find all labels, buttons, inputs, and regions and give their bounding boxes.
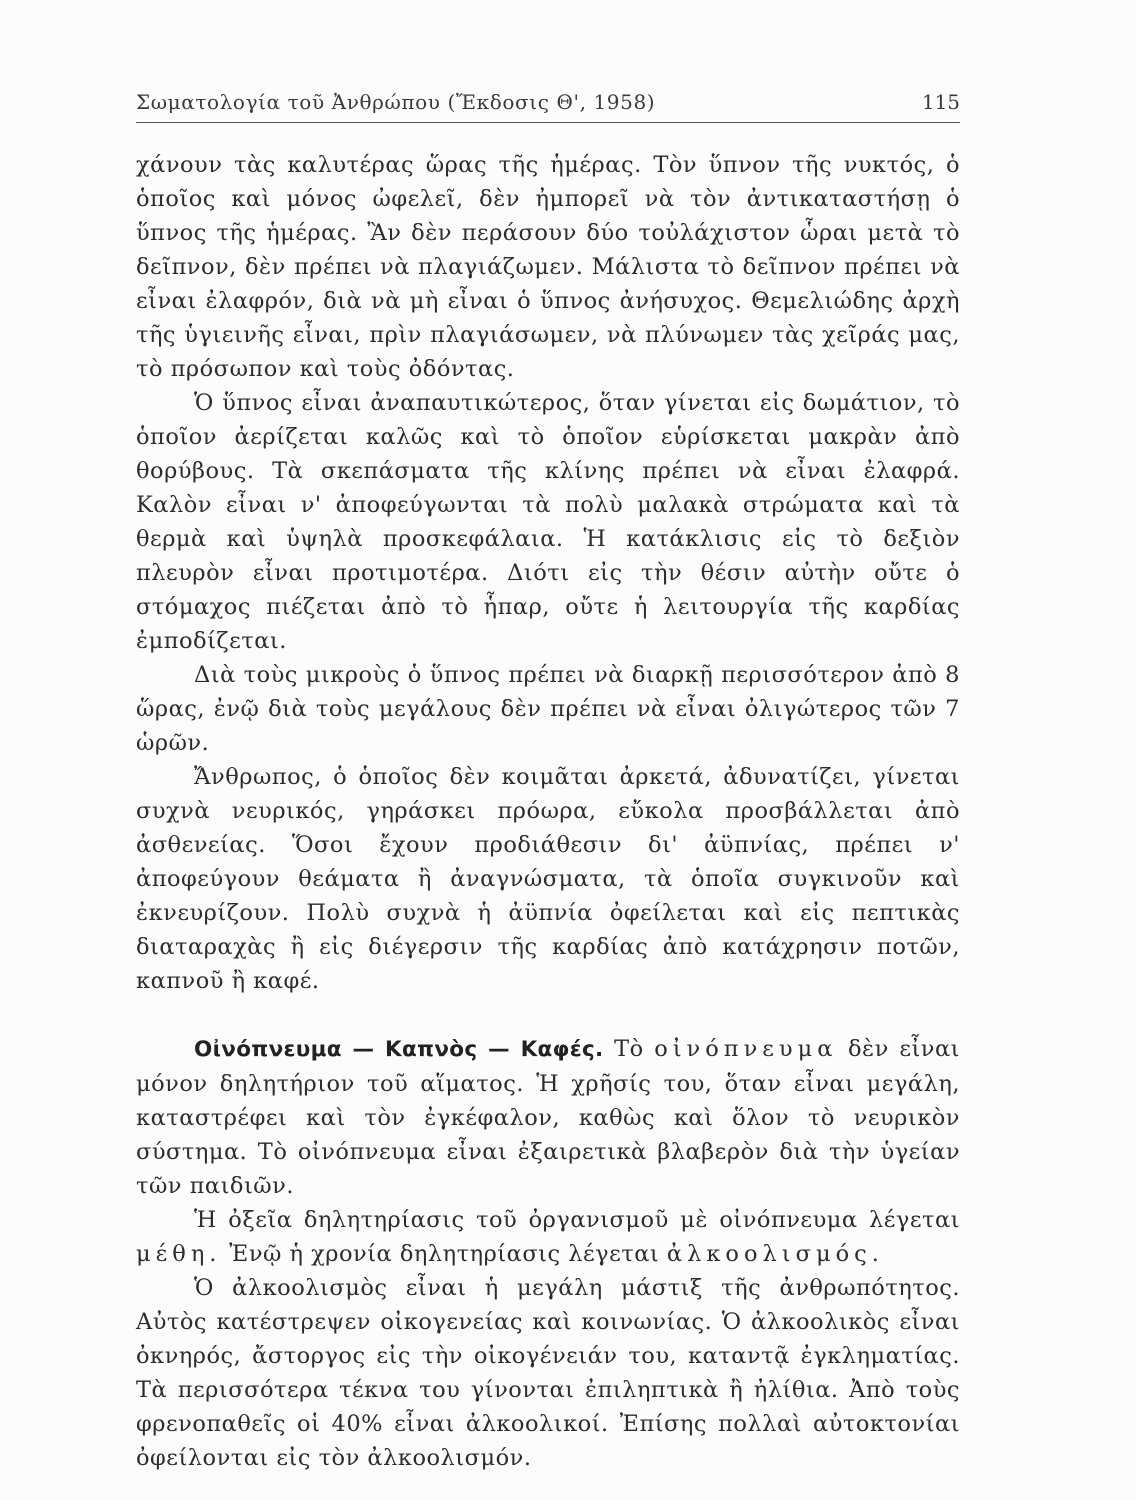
- body-text: [136, 148, 960, 1475]
- emphasized-term: ἀλκοολισμός.: [666, 1241, 884, 1267]
- section-intro-paragraph: [136, 1032, 960, 1203]
- paragraph: Ὁ ὕπνος εἶναι ἀναπαυτικώτερος, ὅταν γίνεται εἰς δωμάτιον, τὸ ὁποῖον ἀερίζεται καλῶς καὶ τὸ ὁποῖον εὑρίσκεται μακρὰν ἀπὸ θορύβους. Τὰ σκεπάσματα τῆς κλίνης πρέπει νὰ εἶναι ἐλαφρά. Καλὸν εἶναι ν' ἀποφεύγωνται τὰ πολὺ μαλακὰ στρώματα καὶ τὰ θερμὰ καὶ ὑψηλὰ προσκεφάλαια. Ἡ κατάκλισις εἰς τὸ δεξιὸν πλευρὸν εἶναι προτιμοτέρα. Διότι εἰς τὴν θέσιν αὐτὴν οὔτε ὁ στόμαχος πιέζεται ἀπὸ τὸ ἧπαρ, οὔτε ἡ λειτουργία τῆς καρδίας ἐμποδίζεται.: [136, 390, 960, 654]
- section-heading: Οἰνόπνευμα — Καπνὸς — Καφές.: [194, 1037, 604, 1062]
- paragraph: Διὰ τοὺς μικροὺς ὁ ὕπνος πρέπει νὰ διαρκῇ περισσότερον ἀπὸ 8 ὥρας, ἐνῷ διὰ τοὺς μεγάλους δὲν πρέπει νὰ εἶναι ὀλιγώτερος τῶν 7 ὡρῶν.: [136, 662, 960, 756]
- page-number: 115: [921, 90, 960, 114]
- paragraph: Ὁ ἀλκοολισμὸς εἶναι ἡ μεγάλη μάστιξ τῆς ἀνθρωπότητος. Αὐτὸς κατέστρεψεν οἰκογενείας καὶ κοινωνίας. Ὁ ἀλκοολικὸς εἶναι ὀκνηρός, ἄστοργος εἰς τὴν οἰκογένειάν του, καταντᾷ ἐγκληματίας. Τὰ περισσότερα τέκνα του γίνονται ἐπιληπτικὰ ἢ ἠλίθια. Ἀπὸ τοὺς φρενοπαθεῖς οἱ 40% εἶναι ἀλκοολικοί. Ἐπίσης πολλαὶ αὐτοκτονίαι ὀφείλονται εἰς τὸν ἀλκοολισμόν.: [136, 1275, 960, 1471]
- definition-text: Ἐνῷ ἡ χρονία δηλητηρίασις λέγεται: [229, 1241, 660, 1267]
- intro-text-before: Τὸ: [614, 1036, 644, 1062]
- paragraph: Ἄνθρωπος, ὁ ὁποῖος δὲν κοιμᾶται ἀρκετά, ἀδυνατίζει, γίνεται συχνὰ νευρικός, γηράσκει πρόωρα, εὔκολα προσβάλλεται ἀπὸ ἀσθενείας. Ὅσοι ἔχουν προδιάθεσιν δι' ἀϋπνίας, πρέπει ν' ἀποφεύγουν θεάματα ἢ ἀναγνώσματα, τὰ ὁποῖα συγκινοῦν καὶ ἐκνευρίζουν. Πολὺ συχνὰ ἡ ἀϋπνία ὀφείλεται καὶ εἰς πεπτικὰς διαταραχὰς ἢ εἰς διέγερσιν τῆς καρδίας ἀπὸ κατάχρησιν ποτῶν, καπνοῦ ἢ καφέ.: [136, 764, 960, 994]
- intro-text-after: δὲν εἶναι μόνον δηλητήριον τοῦ αἵματος. Ἡ χρῆσίς του, ὅταν εἶναι μεγάλη, καταστρέφει καὶ τὸν ἐγκέφαλον, καθὼς καὶ ὅλον τὸ νευρικὸν σύστημα. Τὸ οἰνόπνευμα εἶναι ἐξαιρετικὰ βλαβερὸν διὰ τὴν ὑγείαν τῶν παιδιῶν.: [136, 1036, 960, 1199]
- page-header: [136, 88, 960, 123]
- emphasized-term: μέθη.: [136, 1241, 222, 1267]
- running-title: Σωματολογία τοῦ Ἀνθρώπου (Ἔκδοσις Θ', 1958): [136, 90, 656, 114]
- paragraph: χάνουν τὰς καλυτέρας ὥρας τῆς ἡμέρας. Τὸν ὕπνον τῆς νυκτός, ὁ ὁποῖος καὶ μόνος ὠφελεῖ, δὲν ἠμπορεῖ νὰ τὸν ἀντικαταστήσῃ ὁ ὕπνος τῆς ἡμέρας. Ἂν δὲν περάσουν δύο τοὐλάχιστον ὧραι μετὰ τὸ δεῖπνον, δὲν πρέπει νὰ πλαγιάζωμεν. Μάλιστα τὸ δεῖπνον πρέπει νὰ εἶναι ἐλαφρόν, διὰ νὰ μὴ εἶναι ὁ ὕπνος ἀνήσυχος. Θεμελιώδης ἀρχὴ τῆς ὑγιεινῆς εἶναι, πρὶν πλαγιάσωμεν, νὰ πλύνωμεν τὰς χεῖράς μας, τὸ πρόσωπον καὶ τοὺς ὀδόντας.: [136, 152, 960, 382]
- definition-text: Ἡ ὀξεῖα δηλητηρίασις τοῦ ὀργανισμοῦ μὲ οἰνόπνευμα λέγεται: [194, 1207, 960, 1233]
- definition-paragraph: [136, 1203, 960, 1271]
- emphasized-term: οἰνόπνευμα: [654, 1036, 838, 1062]
